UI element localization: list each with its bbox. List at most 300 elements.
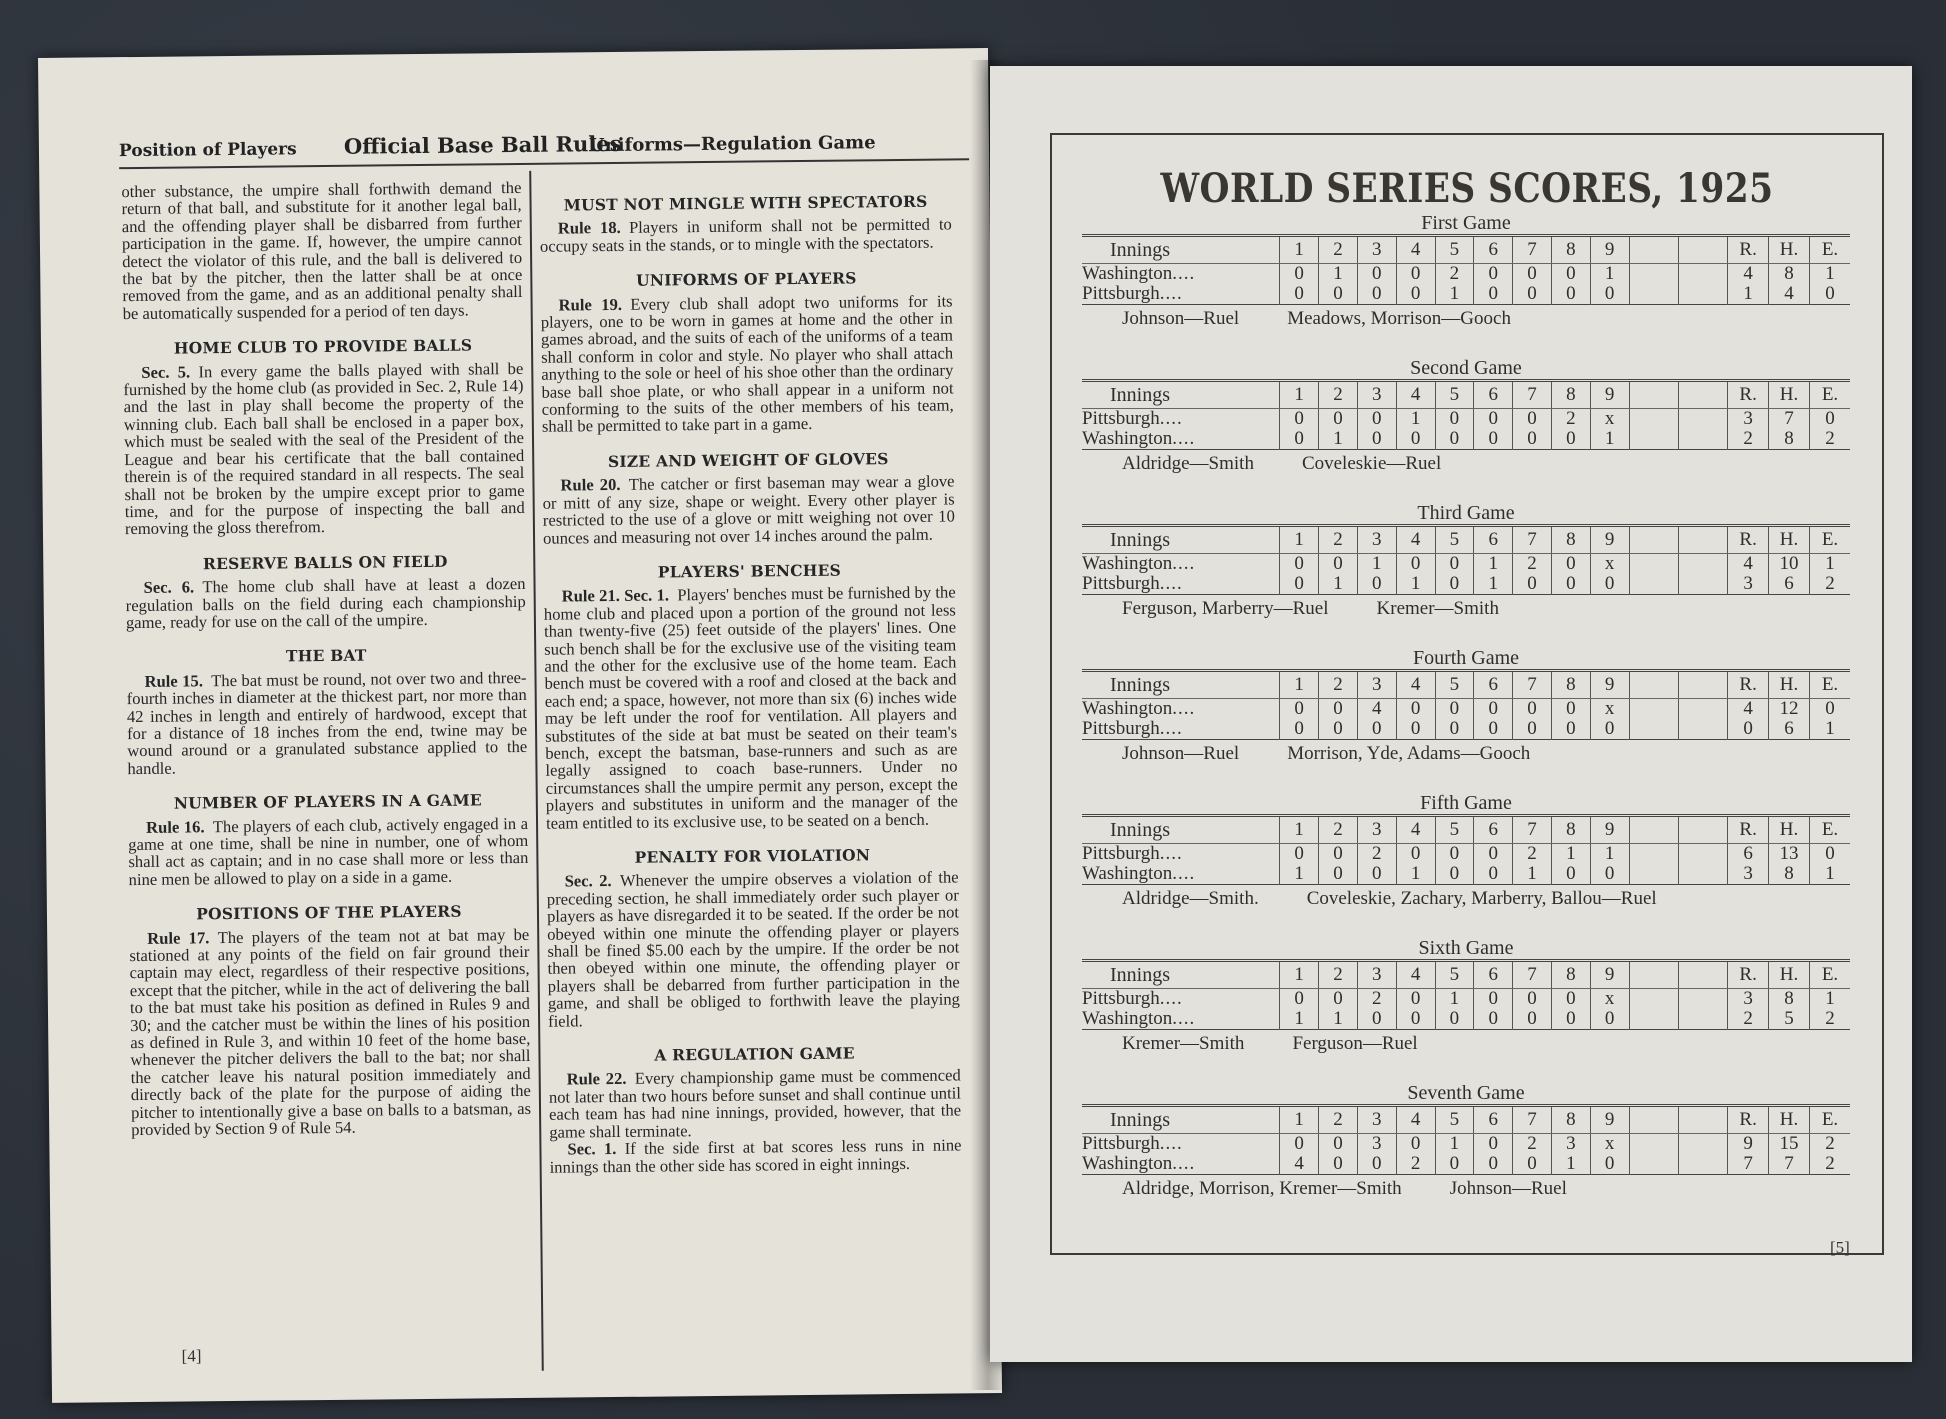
- game-score-block: [1082, 212, 1850, 357]
- team-row: [1082, 574, 1850, 595]
- e-total: 2: [1809, 1009, 1850, 1030]
- h-total: 13: [1769, 844, 1810, 865]
- batteries: [1082, 305, 1850, 333]
- inning-score: 3: [1551, 1134, 1590, 1155]
- h-header: H.: [1769, 381, 1810, 409]
- game-title: Fifth Game: [1420, 792, 1512, 814]
- blank-column: [1629, 719, 1678, 740]
- inning-score: 0: [1435, 864, 1474, 885]
- r-header: R.: [1728, 236, 1769, 264]
- blank-column: [1629, 844, 1678, 865]
- blank-column: [1678, 864, 1727, 885]
- inning-score: 0: [1474, 1134, 1513, 1155]
- blank-column: [1678, 816, 1727, 844]
- inning-score: 1: [1435, 989, 1474, 1010]
- team-cell: [1082, 719, 1280, 740]
- inning-header: 6: [1474, 816, 1513, 844]
- inning-score: 2: [1513, 554, 1552, 575]
- game-score-block: [1082, 937, 1850, 1082]
- h-total: 7: [1769, 1154, 1810, 1175]
- r-total: 4: [1728, 264, 1769, 285]
- blank-column: [1678, 574, 1727, 595]
- team-row: [1082, 429, 1850, 450]
- blank-column: [1678, 554, 1727, 575]
- r-total: 3: [1728, 574, 1769, 595]
- inning-header: 6: [1474, 526, 1513, 554]
- inning-score: 0: [1590, 1154, 1629, 1175]
- inning-score: 0: [1357, 864, 1396, 885]
- rule-text: Whenever the umpire observes a violation of the preceding section, he shall immediately order such player or players as have disregarded it to be seated. If the order be not obeyed within one minute the offending player or players shall be fined $5.00 each by the umpire. If the order be not then obeyed within one minute, the offending player or players shall be debarred from further participation in the game, and shall be obliged to forthwith leave the playing field.: [546, 867, 961, 1031]
- inning-score: 0: [1435, 699, 1474, 720]
- inning-score: 0: [1590, 284, 1629, 305]
- game-score-block: [1082, 792, 1850, 937]
- inning-score: 1: [1319, 429, 1358, 450]
- rule-number: Rule 16.: [145, 816, 205, 837]
- team-cell: [1082, 1009, 1280, 1030]
- inning-header: 4: [1396, 671, 1435, 699]
- inning-score: x: [1590, 409, 1629, 430]
- inning-score: 0: [1357, 719, 1396, 740]
- team-row: [1082, 409, 1850, 430]
- team-name: Pittsburgh: [1082, 283, 1160, 304]
- inning-header: 6: [1474, 671, 1513, 699]
- game-title: First Game: [1421, 212, 1511, 234]
- header-row: [1082, 526, 1850, 554]
- inning-header: 8: [1551, 816, 1590, 844]
- inning-score: 3: [1357, 1134, 1396, 1155]
- blank-column: [1629, 284, 1678, 305]
- team-name: Washington: [1082, 263, 1173, 284]
- header-row: [1082, 816, 1850, 844]
- line-score-table: [1082, 669, 1850, 740]
- rule-text: In every game the balls played with shall be furnished by the home club (as provided in Sec. 2, Rule 14) and the last in play shall become the property of the winning club. Each ball shall be enclosed in a paper box, which must be sealed with the seal of the President of the League and bear his certificate that the ball contained therein is of the required standard in all respects. The seal shall not be broken by the umpire except prior to game time, and for the purpose of inspecting the ball and removing the gloss therefrom.: [123, 358, 525, 539]
- batteries: [1082, 885, 1850, 913]
- h-total: 10: [1769, 554, 1810, 575]
- scores-box: [1050, 133, 1884, 1255]
- team-cell: [1082, 264, 1280, 285]
- inning-score: 0: [1474, 719, 1513, 740]
- inning-header: 6: [1474, 381, 1513, 409]
- e-total: 2: [1809, 429, 1850, 450]
- innings-label: Innings: [1082, 671, 1280, 699]
- inning-header: 3: [1357, 671, 1396, 699]
- leader-dots: ....: [1159, 573, 1183, 594]
- inning-header: 9: [1590, 961, 1629, 989]
- inning-score: 0: [1280, 284, 1319, 305]
- inning-header: 7: [1513, 1106, 1552, 1134]
- rule-text: Every club shall adopt two uniforms for its players, one to be worn in games at home and the other in games abroad, and the suits of each of the uniforms of a team shall conform in color and style. No player who shall attach anything to the sole or heel of his shoe other than the ordinary base ball shoe plate, or who shall appear in a uniform not conforming to the suits of the other members of his team, shall be permitted to take part in a game.: [540, 291, 954, 437]
- rule-paragraph: [129, 926, 531, 1139]
- inning-header: 5: [1435, 816, 1474, 844]
- section-heading: MUST NOT MINGLE WITH SPECTATORS: [563, 191, 928, 215]
- h-header: H.: [1769, 961, 1810, 989]
- team-cell: [1082, 864, 1280, 885]
- inning-score: 1: [1551, 844, 1590, 865]
- inning-header: 1: [1280, 236, 1319, 264]
- leader-dots: ....: [1172, 553, 1196, 574]
- section-heading: RESERVE BALLS ON FIELD: [202, 551, 448, 574]
- inning-score: 0: [1435, 409, 1474, 430]
- inning-score: 0: [1280, 409, 1319, 430]
- inning-score: 0: [1396, 699, 1435, 720]
- page-title: WORLD SERIES SCORES, 1925: [1160, 165, 1774, 212]
- blank-column: [1629, 574, 1678, 595]
- inning-header: 7: [1513, 381, 1552, 409]
- inning-score: 0: [1513, 429, 1552, 450]
- inning-score: 1: [1435, 1134, 1474, 1155]
- rule-paragraph: [541, 292, 954, 436]
- rule-paragraph: [549, 1136, 961, 1175]
- blank-column: [1629, 554, 1678, 575]
- section-heading: UNIFORMS OF PLAYERS: [635, 268, 857, 290]
- inning-score: 1: [1474, 554, 1513, 575]
- inning-score: 0: [1474, 864, 1513, 885]
- rule-text: The players of the team not at bat may be stationed at any points of the field on fair ground their captain may elect, regardless of their respective positions, except that the pitcher, while in the act of delivering the ball to the bat must take his position as defined in Rules 9 and 30; and the catcher must be within the lines of his position as defined in Rule 3, and within 10 feet of the home base, whenever the pitcher delivers the ball to the bat; nor shall the catcher leave his natural position immediately and directly back of the plate for the purpose of aiding the pitcher to intentionally give a base on balls to a batsman, as provided by Section 9 of Rule 54.: [129, 924, 532, 1140]
- section-heading: SIZE AND WEIGHT OF GLOVES: [607, 448, 889, 471]
- h-header: H.: [1769, 671, 1810, 699]
- e-total: 1: [1809, 719, 1850, 740]
- h-header: H.: [1769, 526, 1810, 554]
- inning-score: 0: [1396, 719, 1435, 740]
- inning-header: 5: [1435, 961, 1474, 989]
- e-total: 1: [1809, 264, 1850, 285]
- inning-score: 0: [1513, 1009, 1552, 1030]
- inning-score: 0: [1280, 844, 1319, 865]
- battery: Kremer—Smith: [1122, 1033, 1245, 1054]
- line-score-table: [1082, 524, 1850, 595]
- rule-text: The players of each club, actively engaged in a game at one time, shall be nine in number, one of whom shall act as captain; and in no case shall more or less than nine men be allowed to play on a side in a game.: [128, 813, 529, 889]
- inning-score: 0: [1319, 719, 1358, 740]
- inning-header: 8: [1551, 236, 1590, 264]
- inning-score: 0: [1590, 719, 1629, 740]
- team-cell: [1082, 699, 1280, 720]
- rule-number: Sec. 5.: [141, 362, 191, 382]
- inning-score: 0: [1280, 989, 1319, 1010]
- e-total: 1: [1809, 864, 1850, 885]
- h-header: H.: [1769, 1106, 1810, 1134]
- game-score-block: [1082, 357, 1850, 502]
- rule-number: Sec. 6.: [143, 577, 195, 598]
- team-row: [1082, 699, 1850, 720]
- inning-header: 8: [1551, 1106, 1590, 1134]
- inning-score: 4: [1357, 699, 1396, 720]
- inning-score: 0: [1357, 574, 1396, 595]
- section-heading: A REGULATION GAME: [654, 1043, 855, 1065]
- e-header: E.: [1809, 1106, 1850, 1134]
- h-total: 5: [1769, 1009, 1810, 1030]
- rule-paragraph: [544, 584, 959, 832]
- inning-header: 9: [1590, 381, 1629, 409]
- innings-label: Innings: [1082, 526, 1280, 554]
- r-total: 3: [1728, 989, 1769, 1010]
- leader-dots: ....: [1159, 1133, 1183, 1154]
- r-total: 7: [1728, 1154, 1769, 1175]
- innings-label: Innings: [1082, 1106, 1280, 1134]
- inning-score: x: [1590, 989, 1629, 1010]
- rule-number: Rule 20.: [560, 475, 621, 495]
- rule-text: Players' benches must be furnished by the home club and placed upon a portion of the ground not less than twenty-five (25) feet outside of the players' lines. One such bench shall be for the exclusive use of the visiting team and the other for the exclusive use of the home team. Each bench must be covered with a roof and closed at the back and each end; a space, however, not more than six (6) inches wide may be left under the roof for ventilation. All players and substitutes of the side at bat must be seated on their team's bench, except the batsman, base-runners and such as are legally assigned to coach base-runners. Under no circumstances shall the umpire permit any person, except the players and substitutes in uniform and the manager of the team entitled to its exclusive use, to be seated on a bench.: [543, 582, 958, 833]
- inning-score: 0: [1319, 554, 1358, 575]
- e-total: 0: [1809, 699, 1850, 720]
- blank-column: [1678, 284, 1727, 305]
- inning-score: 0: [1319, 1154, 1358, 1175]
- inning-score: 0: [1319, 284, 1358, 305]
- inning-header: 2: [1319, 1106, 1358, 1134]
- inning-score: 0: [1435, 844, 1474, 865]
- e-header: E.: [1809, 671, 1850, 699]
- header-left: Position of Players: [118, 139, 297, 162]
- inning-score: 0: [1513, 264, 1552, 285]
- inning-score: 0: [1357, 429, 1396, 450]
- inning-header: 3: [1357, 816, 1396, 844]
- inning-score: 4: [1280, 1154, 1319, 1175]
- e-total: 2: [1809, 1134, 1850, 1155]
- inning-header: 7: [1513, 526, 1552, 554]
- inning-score: 0: [1319, 989, 1358, 1010]
- inning-score: 1: [1474, 574, 1513, 595]
- team-cell: [1082, 429, 1280, 450]
- line-score-table: [1082, 814, 1850, 885]
- game-title: Sixth Game: [1418, 937, 1514, 959]
- h-total: 12: [1769, 699, 1810, 720]
- team-name: Washington: [1082, 428, 1173, 449]
- blank-column: [1629, 961, 1678, 989]
- game-score-block: [1082, 502, 1850, 647]
- leader-dots: ....: [1159, 718, 1183, 739]
- inning-score: 0: [1396, 264, 1435, 285]
- inning-score: 0: [1513, 719, 1552, 740]
- inning-header: 3: [1357, 381, 1396, 409]
- game-title: Fourth Game: [1412, 647, 1520, 669]
- h-header: H.: [1769, 236, 1810, 264]
- blank-column: [1678, 381, 1727, 409]
- inning-score: 0: [1396, 989, 1435, 1010]
- blank-column: [1678, 961, 1727, 989]
- batteries: [1082, 740, 1850, 768]
- game-title: Seventh Game: [1407, 1082, 1525, 1104]
- team-row: [1082, 1009, 1850, 1030]
- inning-header: 8: [1551, 671, 1590, 699]
- header-right: Uniforms—Regulation Game: [588, 132, 876, 157]
- page-number: [4]: [181, 1346, 202, 1366]
- h-total: 6: [1769, 574, 1810, 595]
- blank-column: [1629, 1134, 1678, 1155]
- inning-score: 0: [1513, 1154, 1552, 1175]
- blank-column: [1629, 671, 1678, 699]
- inning-header: 9: [1590, 671, 1629, 699]
- leader-dots: ....: [1159, 408, 1183, 429]
- section-heading: PENALTY FOR VIOLATION: [634, 845, 871, 867]
- inning-header: 2: [1319, 671, 1358, 699]
- header-row: [1082, 381, 1850, 409]
- inning-score: 0: [1396, 554, 1435, 575]
- inning-score: 0: [1357, 264, 1396, 285]
- inning-score: 0: [1357, 284, 1396, 305]
- team-row: [1082, 989, 1850, 1010]
- leader-dots: ....: [1172, 1008, 1196, 1029]
- leader-dots: ....: [1159, 283, 1183, 304]
- team-name: Pittsburgh: [1082, 718, 1160, 739]
- h-total: 7: [1769, 409, 1810, 430]
- section-heading: NUMBER OF PLAYERS IN A GAME: [173, 790, 482, 813]
- inning-score: 1: [1435, 284, 1474, 305]
- rule-number: Rule 18.: [557, 218, 621, 238]
- inning-header: 6: [1474, 1106, 1513, 1134]
- team-cell: [1082, 1154, 1280, 1175]
- inning-header: 1: [1280, 671, 1319, 699]
- rule-number: Rule 15.: [144, 671, 204, 691]
- rule-number: Rule 22.: [566, 1069, 627, 1089]
- inning-score: 0: [1551, 989, 1590, 1010]
- inning-score: 0: [1474, 699, 1513, 720]
- team-name: Washington: [1082, 1153, 1173, 1174]
- r-header: R.: [1728, 526, 1769, 554]
- inning-score: 1: [1319, 264, 1358, 285]
- inning-header: 7: [1513, 816, 1552, 844]
- inning-score: 0: [1280, 574, 1319, 595]
- inning-score: 0: [1551, 699, 1590, 720]
- innings-label: Innings: [1082, 381, 1280, 409]
- e-total: 0: [1809, 409, 1850, 430]
- inning-score: 0: [1551, 719, 1590, 740]
- inning-header: 4: [1396, 236, 1435, 264]
- blank-column: [1678, 1009, 1727, 1030]
- rule-number: Rule 19.: [558, 294, 623, 315]
- inning-header: 1: [1280, 1106, 1319, 1134]
- e-total: 2: [1809, 1154, 1850, 1175]
- text-column-2: [539, 174, 961, 1175]
- line-score-table: [1082, 1104, 1850, 1175]
- inning-score: 0: [1396, 1009, 1435, 1030]
- blank-column: [1678, 264, 1727, 285]
- inning-score: 0: [1435, 574, 1474, 595]
- inning-header: 1: [1280, 816, 1319, 844]
- inning-score: 0: [1319, 1134, 1358, 1155]
- inning-score: 0: [1280, 554, 1319, 575]
- h-total: 6: [1769, 719, 1810, 740]
- blank-column: [1678, 1154, 1727, 1175]
- team-name: Pittsburgh: [1082, 988, 1160, 1009]
- inning-score: 0: [1474, 264, 1513, 285]
- team-cell: [1082, 284, 1280, 305]
- e-header: E.: [1809, 961, 1850, 989]
- leader-dots: ....: [1172, 428, 1196, 449]
- inning-score: 0: [1474, 1154, 1513, 1175]
- inning-header: 6: [1474, 961, 1513, 989]
- r-total: 1: [1728, 284, 1769, 305]
- team-cell: [1082, 989, 1280, 1010]
- inning-score: 1: [1396, 574, 1435, 595]
- running-header: [119, 118, 969, 169]
- team-row: [1082, 284, 1850, 305]
- battery: Meadows, Morrison—Gooch: [1287, 308, 1511, 329]
- inning-score: 0: [1280, 429, 1319, 450]
- battery: Ferguson, Marberry—Ruel: [1122, 598, 1329, 619]
- inning-header: 2: [1319, 816, 1358, 844]
- blank-column: [1629, 1154, 1678, 1175]
- r-total: 4: [1728, 554, 1769, 575]
- inning-header: 1: [1280, 381, 1319, 409]
- game-title: Second Game: [1410, 357, 1522, 379]
- battery: Ferguson—Ruel: [1292, 1033, 1418, 1054]
- r-total: 9: [1728, 1134, 1769, 1155]
- blank-column: [1678, 844, 1727, 865]
- r-total: 0: [1728, 719, 1769, 740]
- rule-paragraph: [121, 179, 522, 322]
- inning-score: 1: [1513, 864, 1552, 885]
- inning-score: 0: [1590, 1009, 1629, 1030]
- inning-header: 4: [1396, 1106, 1435, 1134]
- team-row: [1082, 864, 1850, 885]
- blank-column: [1678, 699, 1727, 720]
- e-total: 1: [1809, 554, 1850, 575]
- r-total: 6: [1728, 844, 1769, 865]
- inning-score: 0: [1396, 844, 1435, 865]
- header-center: Official Base Ball Rules: [343, 130, 622, 159]
- inning-score: 0: [1396, 429, 1435, 450]
- blank-column: [1678, 409, 1727, 430]
- rule-paragraph: [540, 216, 952, 255]
- team-cell: [1082, 574, 1280, 595]
- e-header: E.: [1809, 816, 1850, 844]
- inning-header: 5: [1435, 1106, 1474, 1134]
- battery: Aldridge, Morrison, Kremer—Smith: [1122, 1178, 1402, 1199]
- rule-paragraph: [549, 1067, 962, 1141]
- team-row: [1082, 554, 1850, 575]
- inning-score: 0: [1435, 1154, 1474, 1175]
- e-header: E.: [1809, 381, 1850, 409]
- team-row: [1082, 844, 1850, 865]
- batteries: [1082, 1030, 1850, 1058]
- inning-score: 2: [1551, 409, 1590, 430]
- inning-score: 0: [1513, 284, 1552, 305]
- rule-text: Players in uniform shall not be permitted to occupy seats in the stands, or to mingle with the spectators.: [539, 214, 952, 256]
- inning-score: 0: [1319, 864, 1358, 885]
- inning-score: 0: [1319, 409, 1358, 430]
- left-page: [38, 48, 1002, 1403]
- team-cell: [1082, 554, 1280, 575]
- rule-text: other substance, the umpire shall forthwith demand the return of that ball, and substitute for it another legal ball, and the offending player shall be disbarred from further participation in the game. If, however, the umpire cannot detect the violator of this rule, and the ball is delivered to the bat by the pitcher, then the latter shall be at once removed from the game, and as an additional penalty shall be automatically suspended for a period of ten days.: [121, 177, 523, 323]
- inning-header: 4: [1396, 961, 1435, 989]
- inning-score: 0: [1513, 409, 1552, 430]
- h-total: 8: [1769, 429, 1810, 450]
- h-header: H.: [1769, 816, 1810, 844]
- inning-header: 6: [1474, 236, 1513, 264]
- h-total: 15: [1769, 1134, 1810, 1155]
- battery: Morrison, Yde, Adams—Gooch: [1287, 743, 1531, 764]
- inning-header: 5: [1435, 671, 1474, 699]
- rule-text: Every championship game must be commenced not later than two hours before sunset and shall continue until each team has had nine innings, provided, however, that the game shall terminate.: [548, 1065, 962, 1142]
- games-list: [1052, 212, 1882, 1227]
- inning-header: 3: [1357, 1106, 1396, 1134]
- blank-column: [1629, 429, 1678, 450]
- rule-paragraph: [542, 473, 955, 547]
- leader-dots: ....: [1172, 863, 1196, 884]
- inning-score: 2: [1357, 989, 1396, 1010]
- header-row: [1082, 1106, 1850, 1134]
- blank-column: [1629, 989, 1678, 1010]
- inning-score: x: [1590, 554, 1629, 575]
- inning-score: 1: [1396, 409, 1435, 430]
- battery: Johnson—Ruel: [1122, 743, 1240, 764]
- inning-header: 8: [1551, 526, 1590, 554]
- inning-score: 0: [1319, 844, 1358, 865]
- e-total: 2: [1809, 574, 1850, 595]
- inning-score: x: [1590, 1134, 1629, 1155]
- rule-paragraph: [123, 360, 525, 538]
- blank-column: [1629, 264, 1678, 285]
- inning-header: 9: [1590, 236, 1629, 264]
